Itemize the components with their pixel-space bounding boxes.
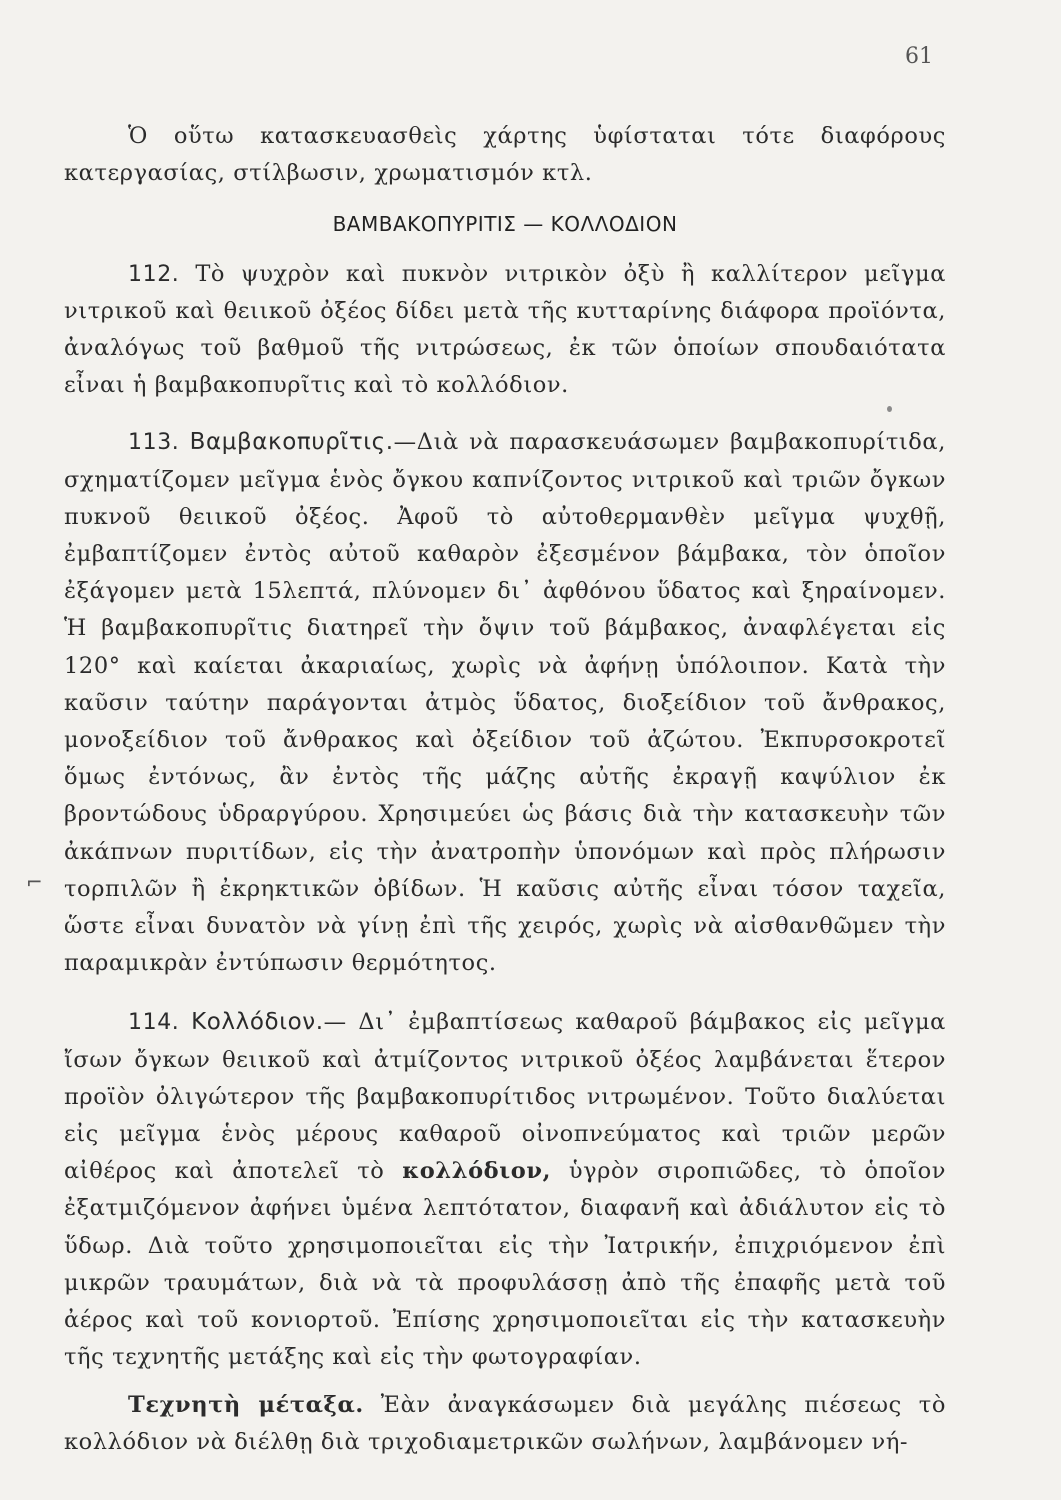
paragraph-text: ὑγρὸν σιροπιῶδες, τὸ ὁποῖον ἐξατμιζόμενον ἀφήνει ὑμένα λεπτότατον, διαφανῆ καὶ ἀδιάλυτον εἰς τὸ ὕδωρ. Διὰ τοῦτο χρησιμοποιεῖται εἰς τὴν Ἰατρικήν, ἐπιχριόμενον ἐπὶ μικρῶν τραυμάτων, διὰ νὰ τὰ προφυλάσσῃ ἀπὸ τῆς ἐπαφῆς μετὰ τοῦ ἀέρος καὶ τοῦ κονιορτοῦ. Ἐπίσης χρησιμοποιεῖται εἰς τὴν κατασκευὴν τῆς τεχνητῆς μετάξης καὶ εἰς τὴν φωτογραφίαν. bbox=[64, 1158, 946, 1371]
body-text bbox=[64, 118, 946, 1461]
paragraph-113 bbox=[64, 424, 946, 982]
paragraph-number: 114. bbox=[128, 1010, 180, 1036]
paragraph-title: Τεχνητὴ μέταξα. bbox=[128, 1391, 364, 1418]
intro-paragraph: Ὁ οὕτω κατασκευασθεὶς χάρτης ὑφίσταται τότε διαφόρους κατεργασίας, στίλβωσιν, χρωματισμόν κτλ. bbox=[64, 123, 946, 187]
paragraph-title: Κολλόδιον. bbox=[191, 1009, 324, 1036]
paragraph-number: 112. bbox=[128, 261, 180, 287]
paragraph-artificial-silk bbox=[64, 1387, 946, 1461]
paragraph-number: 113. bbox=[128, 430, 180, 456]
page-number: 61 bbox=[905, 44, 933, 69]
ink-speck bbox=[887, 406, 892, 412]
paragraph-text: —Διὰ νὰ παρασκευάσωμεν βαμβακοπυρίτιδα, σχηματίζομεν μεῖγμα ἑνὸς ὄγκου καπνίζοντος νιτρικοῦ καὶ τριῶν ὄγκων πυκνοῦ θειικοῦ ὀξέος. Ἀφοῦ τὸ αὐτοθερμανθὲν μεῖγμα ψυχθῇ, ἐμβαπτίζομεν ἐντὸς αὐτοῦ καθαρὸν ἐξεσμένον βάμβακα, τὸν ὁποῖον ἐξάγομεν μετὰ 15λεπτά, πλύνομεν δι᾽ ἀφθόνου ὕδατος καὶ ξηραίνομεν. Ἡ βαμβακοπυρῖτις διατηρεῖ τὴν ὄψιν τοῦ βάμβακος, ἀναφλέγεται εἰς 120° καὶ καίεται ἀκαριαίως, χωρὶς νὰ ἀφήνῃ ὑπόλοιπον. Κατὰ τὴν καῦσιν ταύτην παράγονται ἀτμὸς ὕδατος, διοξείδιον τοῦ ἄνθρακος, μονοξείδιον τοῦ ἄνθρακος καὶ ὀξείδιον τοῦ ἀζώτου. Ἐκπυρσοκροτεῖ ὅμως ἐντόνως, ἂν ἐντὸς τῆς μάζης αὐτῆς ἐκραγῇ καψύλιον ἐκ βροντώδους ὑδραργύρου. Χρησιμεύει ὡς βάσις διὰ τὴν κατασκευὴν τῶν ἀκάπνων πυριτίδων, εἰς τὴν ἀνατροπὴν ὑπονόμων καὶ πρὸς πλήρωσιν τορπιλῶν ἢ ἐκρηκτικῶν ὀβίδων. Ἡ καῦσις αὐτῆς εἶναι τόσον ταχεῖα, ὥστε εἶναι δυνατὸν νὰ γίνῃ ἐπὶ τῆς χειρός, χωρὶς νὰ αἰσθανθῶμεν τὴν παραμικρὰν ἐντύπωσιν θερμότητος. bbox=[64, 429, 946, 977]
paragraph-114 bbox=[64, 1004, 946, 1376]
paragraph-title: Βαμβακοπυρῖτις. bbox=[189, 429, 394, 456]
section-heading: ΒΑΜΒΑΚΟΠΥΡΙΤΙΣ — ΚΟΛΛΟΔΙΟΝ bbox=[332, 212, 678, 237]
paragraph-112 bbox=[64, 256, 946, 405]
bold-term: κολλόδιον, bbox=[402, 1158, 552, 1185]
paragraph-text: Τὸ ψυχρὸν καὶ πυκνὸν νιτρικὸν ὀξὺ ἢ καλλίτερον μεῖγμα νιτρικοῦ καὶ θειικοῦ ὀξέος δίδει μετὰ τῆς κυτταρίνης διάφορα προϊόντα, ἀναλόγως τοῦ βαθμοῦ τῆς νιτρώσεως, ἐκ τῶν ὁποίων σπουδαιότατα εἶναι ἡ βαμβακοπυρῖτις καὶ τὸ κολλόδιον. bbox=[64, 260, 946, 399]
paragraph-text: Ἐὰν ἀναγκάσωμεν διὰ μεγάλης πιέσεως τὸ κολλόδιον νὰ διέλθῃ διὰ τριχοδιαμετρικῶν σωλήνων, λαμβάνομεν νή- bbox=[64, 1391, 946, 1455]
margin-mark: ⌐ bbox=[26, 870, 43, 894]
paragraph-text: — Δι᾽ ἐμβαπτίσεως καθαροῦ βάμβακος εἰς μεῖγμα ἴσων ὄγκων θειικοῦ καὶ ἀτμίζοντος νιτρικοῦ ὀξέος λαμβάνεται ἕτερον προϊὸν ὀλιγώτερον τῆς βαμβακοπυρίτιδος νιτρωμένον. Τοῦτο διαλύεται εἰς μεῖγμα ἑνὸς μέρους καθαροῦ οἰνοπνεύματος καὶ τριῶν μερῶν αἰθέρος καὶ ἀποτελεῖ τὸ bbox=[64, 1009, 946, 1185]
